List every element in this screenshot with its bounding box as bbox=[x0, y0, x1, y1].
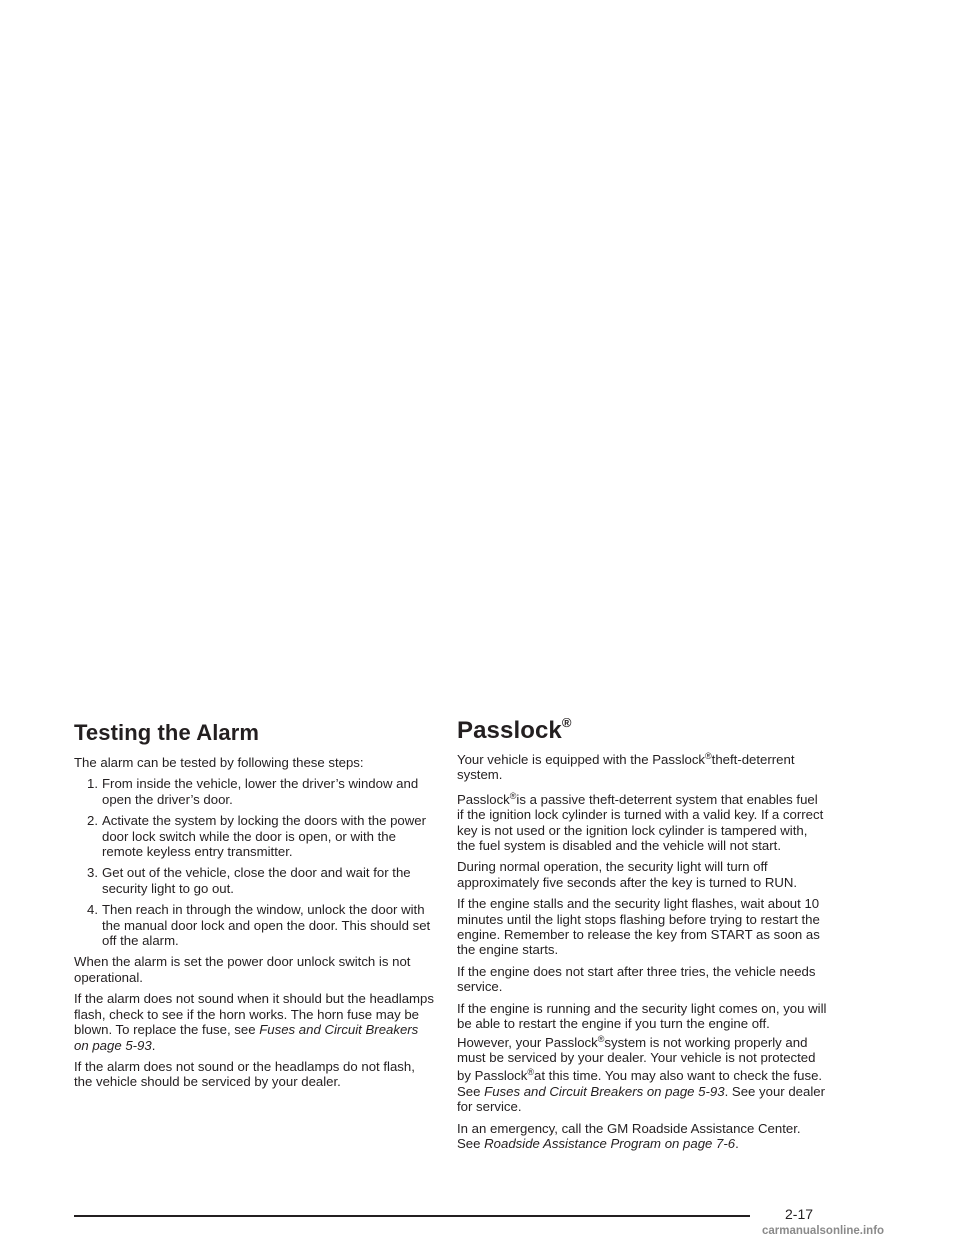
list-item bbox=[74, 813, 436, 859]
paragraph-text: at this time. You may also want to check the fuse. See bbox=[457, 1068, 823, 1099]
paragraph-text: . bbox=[151, 1037, 156, 1053]
section-heading bbox=[457, 715, 827, 745]
section-heading: Testing the Alarm bbox=[74, 720, 260, 745]
paragraph-text: system is not working properly and must be serviced by your dealer. Your vehicle is not protected by Passlock bbox=[457, 1034, 816, 1084]
registered-mark: ® bbox=[705, 751, 712, 761]
page-number: 2-17 bbox=[785, 1206, 814, 1222]
paragraph: If the engine does not start after three tries, the vehicle needs service. bbox=[457, 963, 816, 995]
paragraph-text: . See your dealer for service. bbox=[457, 1083, 826, 1115]
paragraph-text: In an emergency, call the GM Roadside Assistance Center. See bbox=[457, 1120, 801, 1151]
heading-text: Passlock bbox=[457, 717, 562, 744]
step-number: 1. bbox=[87, 776, 98, 792]
step-text: Then reach in through the window, unlock the door with the manual door lock and open the door. This should set off the alarm. bbox=[102, 902, 431, 949]
cross-reference-link[interactable]: Fuses and Circuit Breakers on page 5-93 bbox=[74, 1022, 419, 1053]
registered-mark: ® bbox=[527, 1067, 535, 1078]
passlock-section bbox=[457, 715, 827, 1157]
step-text: Activate the system by locking the doors with the power door lock switch while the door is open, or with the remote keyless entry transmitter. bbox=[102, 813, 426, 860]
intro-paragraph: The alarm can be tested by following these steps: bbox=[74, 755, 364, 770]
paragraph-text: . bbox=[735, 1135, 739, 1151]
paragraph: When the alarm is set the power door unlock switch is not operational. bbox=[74, 954, 411, 985]
paragraph-text: If the alarm does not sound when it should but the headlamps flash, check to see if the horn works. The horn fuse may be blown. To replace the fuse, see bbox=[74, 991, 434, 1038]
paragraph bbox=[74, 991, 436, 1053]
cross-reference-link[interactable]: Fuses and Circuit Breakers on page 5-93 bbox=[484, 1083, 725, 1099]
step-number: 4. bbox=[87, 902, 98, 918]
registered-mark: ® bbox=[597, 1033, 605, 1044]
step-number: 2. bbox=[87, 813, 98, 829]
paragraph: During normal operation, the security light will turn off approximately five seconds after the key is turned to RUN. bbox=[457, 859, 798, 890]
paragraph-text: If the engine is running and the security light comes on, you will be able to restart the engine if you turn the engine off. However, your Passlock bbox=[457, 1000, 827, 1050]
watermark: carmanualsonline.info bbox=[762, 1225, 885, 1237]
paragraph: If the engine stalls and the security light flashes, wait about 10 minutes until the light stops flashing before trying to restart the engine. Remember to release the key from START as soon as the engine starts. bbox=[457, 896, 820, 958]
list-item bbox=[74, 776, 436, 807]
paragraph: If the alarm does not sound or the headlamps do not flash, the vehicle should be serviced by your dealer. bbox=[74, 1058, 415, 1090]
footer-rule bbox=[74, 1215, 750, 1217]
paragraph bbox=[457, 1121, 827, 1152]
paragraph bbox=[457, 1001, 827, 1115]
registered-mark: ® bbox=[509, 790, 517, 801]
step-number: 3. bbox=[87, 865, 98, 881]
paragraph-text: Passlock bbox=[457, 791, 510, 807]
list-item bbox=[74, 902, 436, 948]
paragraph-text: is a passive theft-deterrent system that enables fuel if the ignition lock cylinder is turned with a valid key. If a correct key is not used or the ignition lock cylinder is tampered with, the fuel system is disabled and the vehicle will not start. bbox=[457, 791, 824, 854]
steps-list bbox=[74, 776, 436, 948]
paragraph-text: theft-deterrent system. bbox=[457, 752, 795, 783]
cross-reference-link[interactable]: Roadside Assistance Program on page 7-6 bbox=[484, 1135, 736, 1151]
step-text: From inside the vehicle, lower the driver’s window and open the driver’s door. bbox=[102, 776, 419, 807]
list-item bbox=[74, 865, 436, 896]
paragraph bbox=[457, 789, 827, 854]
paragraph-text: Your vehicle is equipped with the Passlock bbox=[457, 752, 706, 767]
testing-alarm-section bbox=[74, 715, 436, 1096]
paragraph bbox=[457, 749, 827, 783]
registered-mark: ® bbox=[561, 715, 572, 730]
step-text: Get out of the vehicle, close the door and wait for the security light to go out. bbox=[102, 865, 411, 896]
